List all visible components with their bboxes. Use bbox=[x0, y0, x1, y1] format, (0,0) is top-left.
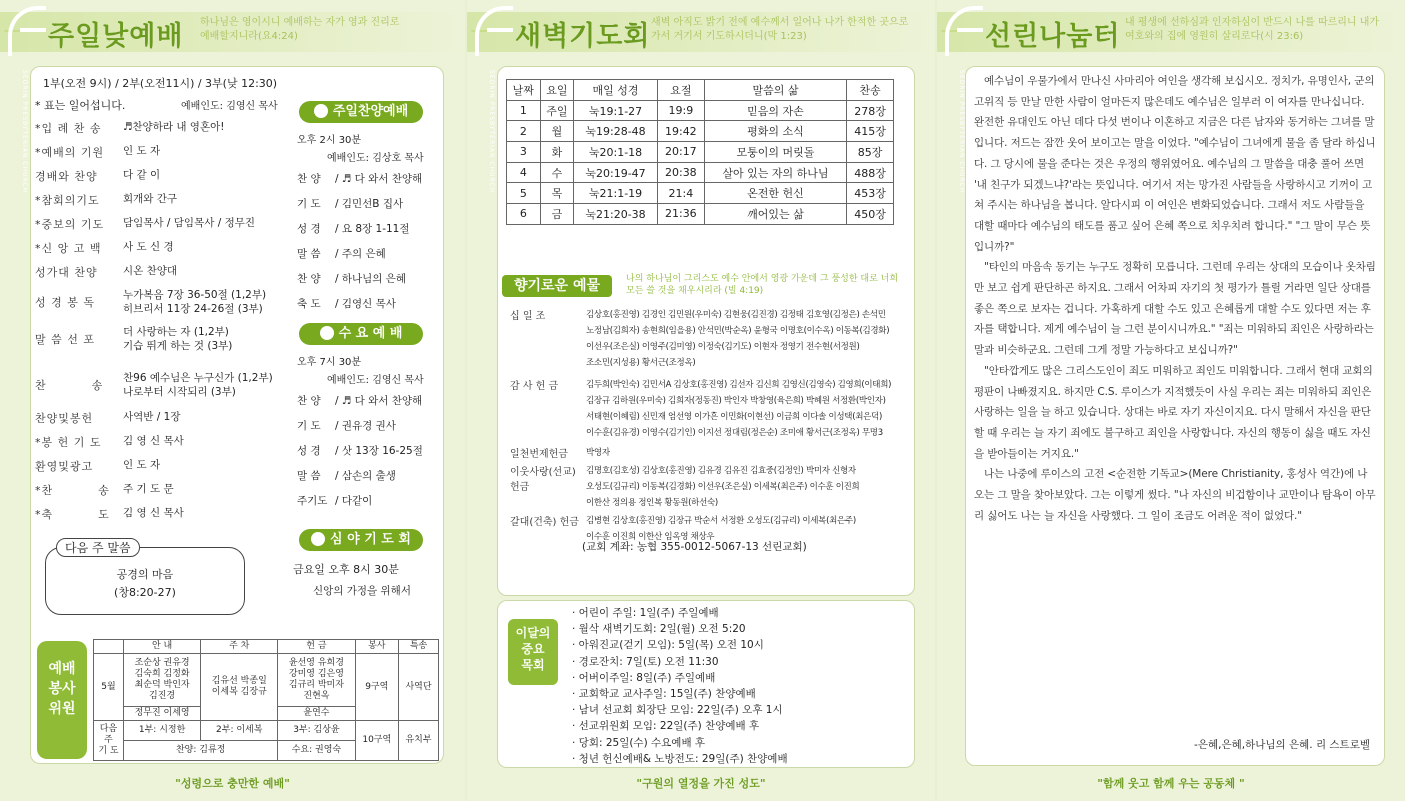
schedule-header: 요일 bbox=[540, 80, 574, 101]
order-value: 누가복음 7장 36-50절 (1,2부) 히브리서 11장 24-26절 (3부) bbox=[123, 289, 267, 315]
event-item: · 월삭 새벽기도회: 2일(월) 오전 5:20 bbox=[572, 623, 746, 636]
schedule-cell: 눅20:1-18 bbox=[574, 142, 658, 163]
duty-offering: 윤연수 bbox=[278, 706, 355, 720]
schedule-cell: 21:4 bbox=[657, 183, 704, 204]
panel-header bbox=[937, 0, 1405, 62]
schedule-cell: 목 bbox=[540, 183, 574, 204]
schedule-header: 매일 성경 bbox=[574, 80, 658, 101]
duty-header: 주 차 bbox=[201, 640, 278, 654]
order-label: 성 경 봉 독 bbox=[35, 296, 95, 309]
panel-dawn-prayer bbox=[467, 0, 935, 801]
schedule-header: 날짜 bbox=[507, 80, 541, 101]
schedule-cell: 415장 bbox=[847, 121, 894, 142]
schedule-cell: 2 bbox=[507, 121, 541, 142]
duty-service: 10구역 bbox=[355, 721, 399, 761]
schedule-cell: 453장 bbox=[847, 183, 894, 204]
panel-footer: "함께 웃고 함께 우는 공동체 " bbox=[1097, 777, 1245, 790]
item-value: / 다같이 bbox=[335, 495, 373, 507]
schedule-cell: 20:17 bbox=[657, 142, 704, 163]
side-church-name: SEORIN PRESBYTERIAN CHURCH bbox=[488, 70, 495, 194]
offering-group-names: 김상호(홍진영) 김경인 김민원(우미숙) 김현웅(김진경) 김정태 김호영(김정은) 손석민 노정남(김희자) 송현희(임을용) 안석민(박순옥) 윤형국 이명호(이수옥) 이동복(김경화) 이선우(조은실) 이영주(김미영) 이정숙(김기도) 이현자 정영기 전수현(서정원) 조소민(지성용) 황서근(조정옥) bbox=[586, 310, 890, 368]
order-value: 찬96 예수님은 누구신가 (1,2부) 나로부터 시작되리 (3부) bbox=[123, 372, 273, 398]
order-value: 인 도 자 bbox=[123, 459, 161, 471]
order-value: 인 도 자 bbox=[123, 145, 161, 157]
order-value: 주 기 도 문 bbox=[123, 483, 174, 495]
schedule-cell: 모퉁이의 머릿돌 bbox=[704, 142, 846, 163]
cross-icon bbox=[20, 28, 46, 32]
essay-body bbox=[974, 71, 1376, 526]
essay-box bbox=[965, 66, 1385, 766]
schedule-row bbox=[507, 121, 894, 142]
schedule-header: 찬송 bbox=[847, 80, 894, 101]
events-label: 이달의 중요 목회 bbox=[508, 619, 558, 685]
order-label: 찬 송 bbox=[35, 379, 104, 392]
panel-verse: 하나님은 영이시니 예배하는 자가 영과 진리로 예배할지니라(요4:24) bbox=[200, 17, 400, 42]
order-label: *신 앙 고 백 bbox=[35, 242, 102, 255]
duty-wed: 수요: 권영숙 bbox=[278, 741, 355, 761]
schedule-cell: 1 bbox=[507, 100, 541, 121]
item-label: 찬 양 bbox=[297, 273, 321, 285]
duty-header: 헌 금 bbox=[278, 640, 355, 654]
order-value: 김 영 신 목사 bbox=[123, 435, 184, 447]
schedule-cell: 눅21:1-19 bbox=[574, 183, 658, 204]
order-label: *중보의 기도 bbox=[35, 218, 105, 231]
schedule-cell: 85장 bbox=[847, 142, 894, 163]
order-label: *축 도 bbox=[35, 508, 110, 521]
essay-paragraph: "타인의 마음속 동기는 누구도 정확히 모릅니다. 그런데 우리는 상대의 모습이나 옷차림만 보고 쉽게 판단하곤 하지요. 그래서 어차피 자기의 첫 평가가 틀릴 거라면 일단 상대를 좋은 쪽으로 보자는 겁니다. 가혹하게 대할 수도 있고 은혜롭게 대할 수도 있다면 저는 후자를 택합니다. 제게 예수님이 늘 그런 분이시니까요." "죄는 미워하되 죄인은 사랑하라는 말과 비슷하군요. 그런데 그게 정말 가능하다고 보십니까?" bbox=[974, 261, 1376, 357]
order-label: *참회의기도 bbox=[35, 194, 100, 207]
duty-header: 안 내 bbox=[124, 640, 201, 654]
circle-icon bbox=[314, 104, 328, 118]
event-item: · 선교위원회 모임: 22일(주) 찬양예배 후 bbox=[572, 720, 760, 733]
schedule-cell: 눅19:28-48 bbox=[574, 121, 658, 142]
item-label: 찬 양 bbox=[297, 395, 321, 407]
events-box bbox=[497, 600, 915, 768]
order-value: 담임목사 / 담임목사 / 정무진 bbox=[123, 217, 255, 229]
event-item: · 어린이 주일: 1일(주) 주일예배 bbox=[572, 607, 719, 619]
panel-verse: 새벽 아직도 밝기 전에 예수께서 일어나 나가 한적한 곳으로 가서 거기서 기도하시더니(막 1:23) bbox=[651, 17, 909, 42]
panel-sunday-worship bbox=[0, 0, 465, 801]
schedule-cell: 20:38 bbox=[657, 162, 704, 183]
duty-special: 유치부 bbox=[399, 721, 439, 761]
panel-sharing bbox=[937, 0, 1405, 801]
offering-verse: 나의 하나님이 그리스도 예수 안에서 영광 가운데 그 풍성한 대로 너희 모든 쓸 것을 채우시리라 (빌 4:19) bbox=[626, 274, 899, 296]
event-item: · 남녀 선교회 회장단 모임: 22일(주) 오후 1시 bbox=[572, 704, 783, 717]
order-value: 사역반 / 1장 bbox=[123, 411, 181, 423]
item-label: 기 도 bbox=[297, 198, 321, 210]
panel-header bbox=[0, 0, 465, 62]
order-value: ♬찬양하라 내 영혼아! bbox=[123, 121, 225, 133]
order-label: *예배의 기원 bbox=[35, 146, 105, 159]
offering-title: 향기로운 예물 bbox=[502, 275, 612, 297]
item-label: 축 도 bbox=[297, 298, 321, 310]
schedule-cell: 평화의 소식 bbox=[704, 121, 846, 142]
offering-group-names: 박영자 bbox=[586, 448, 610, 458]
duty-guide: 정무진 이세영 bbox=[124, 706, 201, 720]
schedule-cell: 주일 bbox=[540, 100, 574, 121]
night-prayer-time: 금요일 오후 8시 30분 bbox=[293, 563, 399, 576]
next-week-title: 공경의 마음 bbox=[116, 568, 174, 581]
schedule-cell: 21:36 bbox=[657, 204, 704, 225]
duty-service: 9구역 bbox=[355, 654, 399, 721]
item-label: 말 씀 bbox=[297, 470, 321, 482]
item-value: / 요 8장 1-11절 bbox=[335, 223, 410, 235]
bank-account: (교회 계좌: 농협 355-0012-5067-13 선린교회) bbox=[582, 541, 807, 553]
sunday-content-box bbox=[30, 66, 444, 764]
item-value: / 권유경 권사 bbox=[335, 420, 396, 432]
schedule-cell: 금 bbox=[540, 204, 574, 225]
order-label: 말 씀 선 포 bbox=[35, 333, 95, 346]
praise-time: 오후 2시 30분 bbox=[297, 135, 362, 146]
event-item: · 어버이주일: 8일(주) 주일예배 bbox=[572, 671, 716, 684]
order-label: *입 례 찬 송 bbox=[35, 122, 102, 135]
duty-guide: 조순상 권유경 김숙희 김정화 최순덕 박인자 김진경 bbox=[124, 654, 201, 707]
item-label: 찬 양 bbox=[297, 173, 321, 185]
item-label: 주기도 bbox=[297, 495, 328, 507]
item-label: 기 도 bbox=[297, 420, 321, 432]
schedule-cell: 5 bbox=[507, 183, 541, 204]
panel-verse: 내 평생에 선하심과 인자하심이 반드시 나를 따르리니 내가 여호와의 집에 영원히 살리로다(시 23:6) bbox=[1125, 17, 1380, 42]
schedule-row bbox=[507, 162, 894, 183]
duty-prayer: 3부: 김상윤 bbox=[278, 721, 355, 741]
schedule-cell: 살아 있는 자의 하나님 bbox=[704, 162, 846, 183]
schedule-header: 요절 bbox=[657, 80, 704, 101]
offering-group-names: 김명호(김호성) 김상호(홍진영) 김유경 김유진 김효중(김정인) 박미자 신형자 오성도(김규리) 이동복(김경화) 이선우(조은실) 이세복(최은주) 이수훈 이진희 이한산 정의용 정인복 황동원(하선숙) bbox=[586, 466, 860, 508]
schedule-cell: 월 bbox=[540, 121, 574, 142]
item-value: / ♬ 다 와서 찬양해 bbox=[335, 173, 423, 185]
order-label: 성가대 찬양 bbox=[35, 266, 98, 279]
service-times: 1부(오전 9시) / 2부(오전11시) / 3부(낮 12:30) bbox=[43, 77, 278, 90]
schedule-cell: 450장 bbox=[847, 204, 894, 225]
item-value: / 주의 은혜 bbox=[335, 248, 386, 260]
event-item: · 청년 헌신예배& 노방전도: 29일(주) 찬양예배 bbox=[572, 752, 788, 765]
essay-paragraph: "안타깝게도 많은 그리스도인이 죄도 미워하고 죄인도 미워합니다. 그래서 현대 교회의 평판이 나빠졌지요. 하지만 C.S. 루이스가 지적했듯이 사실 우리는 죄는 미워하되 죄인은 사랑하는 일을 늘 하고 있습니다. 상대는 바로 자기 자신이지요. 다시 말해서 자신을 판단할 때 우리는 늘 자기 죄에도 불구하고 죄인을 사랑합니다. 자신의 행동이 싫을 때도 자신을 받아들이는 거지요." bbox=[974, 364, 1373, 460]
duty-label: 예배 봉사 위원 bbox=[37, 641, 87, 759]
schedule-cell: 수 bbox=[540, 162, 574, 183]
wednesday-time: 오후 7시 30분 bbox=[297, 357, 362, 368]
duty-prayer: 1부: 시정한 bbox=[124, 721, 201, 741]
schedule-cell: 눅20:19-47 bbox=[574, 162, 658, 183]
order-value: 회개와 간구 bbox=[123, 193, 178, 205]
offering-group-label: 일천번제헌금 bbox=[510, 449, 568, 460]
schedule-cell: 3 bbox=[507, 142, 541, 163]
cross-icon bbox=[957, 28, 983, 32]
item-value: / ♬ 다 와서 찬양해 bbox=[335, 395, 423, 407]
side-church-name: SEORIN PRESBYTERIAN CHURCH bbox=[958, 70, 965, 194]
item-value: / 김영신 목사 bbox=[335, 298, 396, 310]
duty-parking: 김유선 박종일 이세복 김장규 bbox=[201, 654, 278, 721]
order-value: 사 도 신 경 bbox=[123, 241, 174, 253]
order-label: 환영및광고 bbox=[35, 460, 94, 473]
dawn-schedule-table bbox=[506, 79, 894, 225]
panel-footer: "구원의 열정을 가진 성도" bbox=[636, 777, 766, 790]
circle-icon bbox=[320, 326, 334, 340]
praise-worship-title: 주일찬양예배 bbox=[299, 101, 423, 123]
dawn-content-box bbox=[497, 66, 915, 596]
wednesday-worship-title: 수 요 예 배 bbox=[299, 323, 423, 345]
item-value: / 하나님의 은혜 bbox=[335, 273, 407, 285]
offering-group-names: 김두희(박인숙) 김민서A 김상호(홍진영) 김선자 김신희 김영신(김영숙) 김영희(이태희) 김장규 김하원(우미숙) 김희자(정동진) 박인자 박창영(육은희) 박혜원 서정환(박인자) 서태현(이혜림) 신민재 엄선영 이가흔 이민화(이현선) 이금희 이다솔 이성택(최은덕) 이수훈(김유경) 이영수(김기인) 이지선 정대림(정은순) 조미애 황서근(조정옥) 무명3 bbox=[586, 380, 892, 438]
item-value: / 삿 13장 16-25절 bbox=[335, 445, 423, 457]
duty-table bbox=[93, 639, 439, 761]
offering-group-label: 십 일 조 bbox=[510, 311, 546, 322]
schedule-cell: 깨어있는 삶 bbox=[704, 204, 846, 225]
wednesday-leader: 예배인도: 김영신 목사 bbox=[327, 375, 424, 386]
night-prayer-desc: 신앙의 가정을 위해서 bbox=[313, 585, 411, 597]
next-week-ref: (창8:20-27) bbox=[114, 586, 176, 599]
circle-icon bbox=[311, 532, 325, 546]
schedule-header: 말씀의 삶 bbox=[704, 80, 846, 101]
panel-title: 주일낮예배 bbox=[48, 21, 184, 52]
offering-group-label: 감 사 헌 금 bbox=[510, 381, 559, 392]
schedule-cell: 278장 bbox=[847, 100, 894, 121]
schedule-row bbox=[507, 100, 894, 121]
item-value: / 김민선B 집사 bbox=[335, 198, 404, 210]
duty-header: 봉사 bbox=[355, 640, 399, 654]
essay-signature: -은혜,은혜,하나님의 은혜. 리 스트로벨 bbox=[1194, 739, 1370, 751]
order-label: 경배와 찬양 bbox=[35, 170, 98, 183]
schedule-cell: 믿음의 자손 bbox=[704, 100, 846, 121]
duty-offering: 윤선영 유희경 강미영 김은영 김규리 박미자 진현옥 bbox=[278, 654, 355, 707]
order-value: 더 사랑하는 자 (1,2부) 기습 뛰게 하는 것 (3부) bbox=[123, 326, 233, 352]
order-label: *봉 헌 기 도 bbox=[35, 436, 102, 449]
duty-month: 5월 bbox=[94, 654, 124, 721]
duty-praise: 찬양: 김류정 bbox=[124, 741, 278, 761]
essay-paragraph: 나는 나중에 루이스의 고전 <순전한 기독교>(Mere Christianity, 홍성사 역간)에 나오는 그 말을 찾아보았다. 그는 이렇게 썼다. "나 자신의 비겁함이나 교만이나 탐욕이 아무리 싫어도 나는 늘 자신을 사랑했다. 그 일이 조금도 어려운 적이 없었다." bbox=[974, 468, 1376, 522]
schedule-cell: 눅19:1-27 bbox=[574, 100, 658, 121]
panel-header bbox=[467, 0, 935, 62]
schedule-cell: 19:42 bbox=[657, 121, 704, 142]
item-label: 성 경 bbox=[297, 445, 321, 457]
duty-prayer: 2부: 이세복 bbox=[201, 721, 278, 741]
schedule-cell: 화 bbox=[540, 142, 574, 163]
item-label: 성 경 bbox=[297, 223, 321, 235]
item-label: 말 씀 bbox=[297, 248, 321, 260]
schedule-cell: 6 bbox=[507, 204, 541, 225]
panel-title: 새벽기도회 bbox=[515, 21, 651, 52]
night-prayer-title: 심 야 기 도 회 bbox=[299, 529, 423, 551]
order-label: 찬양및봉헌 bbox=[35, 412, 94, 425]
stand-note: * 표는 일어섭니다. bbox=[35, 99, 126, 112]
duty-next-label: 다음주 기 도 bbox=[94, 721, 124, 761]
event-item: · 아워진교(걷기 모임): 5일(목) 오전 10시 bbox=[572, 639, 764, 652]
praise-leader: 예배인도: 김상호 목사 bbox=[327, 153, 424, 164]
essay-paragraph: 예수님이 우물가에서 만나신 사마리아 여인을 생각해 보십시오. 정치가, 유명인사, 군의 고위직 등 만날 만한 사람이 얼마든지 많은데도 예수님은 일부러 이 여자를 만나십니다. 완전한 유대인도 아닌 데다 다섯 번이나 이혼하고 지금은 다른 남자와 동거하는 그녀를 말입니다. 저드는 잠깐 웃어 보이고는 말을 이었다. "예수님이 그녀에게 물을 좀 달라 하십니다. 그 당시에 물을 준다는 것은 우정의 행위였어요. 예수님의 그 말씀을 대충 풀어 쓰면 '내 친구가 되겠느냐?'라는 뜻입니다. 여기서 저는 망가진 사람들을 사랑하시고 기꺼이 고쳐 주시는 하나님을 봅니다. 알다시피 이 여인은 변화되었습니다. 그래서 저도 사람들을 대할 때마다 예수님의 태도를 품고 싶어 은혜 쪽으로 치우치려 합니다." "그 말이 무슨 뜻입니까?" bbox=[974, 75, 1376, 253]
event-item: · 당회: 25일(수) 수요예배 후 bbox=[572, 736, 706, 749]
schedule-row bbox=[507, 204, 894, 225]
offering-group-label: 갈대(건축) 헌금 bbox=[510, 517, 579, 528]
cross-icon bbox=[487, 28, 513, 32]
offering-group-label: 이웃사랑(선교) 헌금 bbox=[510, 467, 576, 493]
item-value: / 삼손의 출생 bbox=[335, 470, 396, 482]
duty-special: 사역단 bbox=[399, 654, 439, 721]
order-label: *찬 송 bbox=[35, 484, 110, 497]
offering-group-names: 김병현 김상호(홍진영) 김장규 박순서 서정환 오성도(김규리) 이세복(최은주) 이수훈 이진희 이한산 임옥영 채상우 bbox=[586, 516, 856, 542]
schedule-cell: 온전한 헌신 bbox=[704, 183, 846, 204]
service-leader: 예배인도: 김영신 목사 bbox=[181, 101, 278, 112]
order-value: 시온 찬양대 bbox=[123, 265, 178, 277]
side-church-name: SEORIN PRESBYTERIAN CHURCH bbox=[21, 70, 28, 194]
event-item: · 경로잔치: 7일(토) 오전 11:30 bbox=[572, 655, 719, 668]
schedule-cell: 19:9 bbox=[657, 100, 704, 121]
order-value: 김 영 신 목사 bbox=[123, 507, 184, 519]
next-week-box bbox=[45, 541, 245, 615]
schedule-cell: 488장 bbox=[847, 162, 894, 183]
next-week-label: 다음 주 말씀 bbox=[56, 538, 140, 557]
schedule-cell: 4 bbox=[507, 162, 541, 183]
schedule-cell: 눅21:20-38 bbox=[574, 204, 658, 225]
panel-footer: "성령으로 충만한 예배" bbox=[175, 777, 290, 790]
schedule-row bbox=[507, 183, 894, 204]
panel-title: 선린나눔터 bbox=[985, 21, 1121, 52]
order-value: 다 같 이 bbox=[123, 169, 161, 181]
schedule-row bbox=[507, 142, 894, 163]
duty-header: 특송 bbox=[399, 640, 439, 654]
event-item: · 교회학교 교사주일: 15일(주) 찬양예배 bbox=[572, 688, 756, 700]
